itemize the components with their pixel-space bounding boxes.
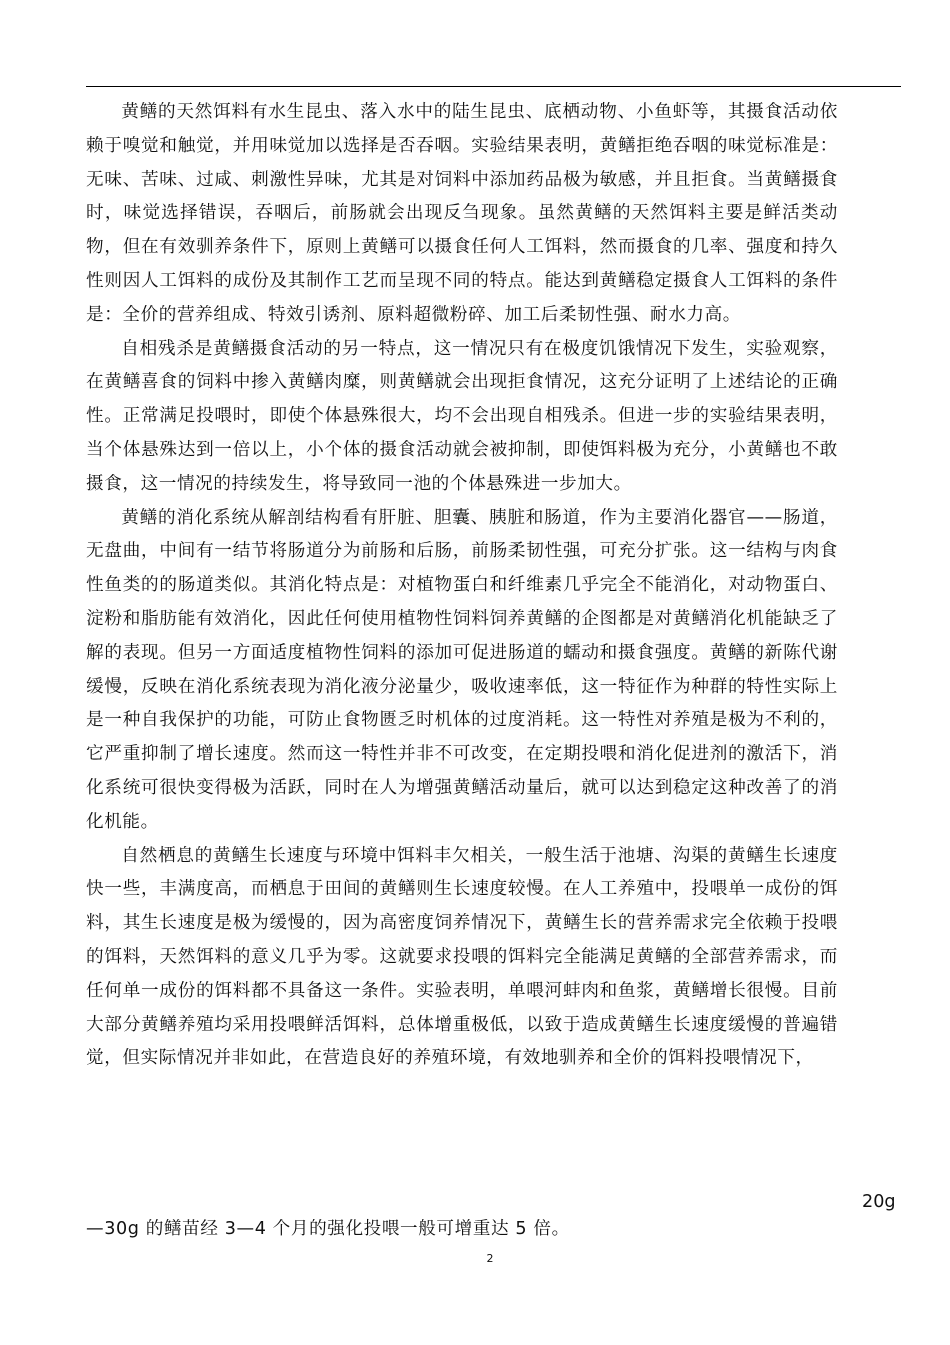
- header-rule: [86, 86, 901, 87]
- body-text: [86, 96, 838, 1076]
- paragraph-4: 自然栖息的黄鳝生长速度与环境中饵料丰欠相关，一般生活于池塘、沟渠的黄鳝生长速度快一些，丰满度高，而栖息于田间的黄鳝则生长速度较慢。在人工养殖中，投喂单一成份的饵料，其生长速度是极为缓慢的，因为高密度饲养情况下，黄鳝生长的营养需求完全依赖于投喂的饵料，天然饵料的意义几乎为零。这就要求投喂的饵料完全能满足黄鳝的全部营养需求，而任何单一成份的饵料都不具备这一条件。实验表明，单喂河蚌肉和鱼浆，黄鳝增长很慢。目前大部分黄鳝养殖均采用投喂鲜活饵料，总体增重极低，以致于造成黄鳝生长速度缓慢的普遍错觉，但实际情况并非如此，在营造良好的养殖环境，有效地驯养和全价的饵料投喂情况下，: [86, 845, 838, 1069]
- paragraph-2: 自相残杀是黄鳝摄食活动的另一特点，这一情况只有在极度饥饿情况下发生，实验观察，在黄鳝喜食的饲料中掺入黄鳝肉糜，则黄鳝就会出现拒食情况，这充分证明了上述结论的正确性。正常满足投喂时，即使个体悬殊很大，均不会出现自相残杀。但进一步的实验结果表明，当个体悬殊达到一倍以上，小个体的摄食活动就会被抑制，即使饵料极为充分，小黄鳝也不敢摄食，这一情况的持续发生，将导致同一池的个体悬殊进一步加大。: [86, 338, 838, 494]
- page-number: 2: [486, 1252, 494, 1265]
- paragraph-1: 黄鳝的天然饵料有水生昆虫、落入水中的陆生昆虫、底栖动物、小鱼虾等，其摄食活动依赖于嗅觉和触觉，并用味觉加以选择是否吞咽。实验结果表明，黄鳝拒绝吞咽的味觉标准是：无味、苦味、过咸、刺激性异味，尤其是对饲料中添加药品极为敏感，并且拒食。当黄鳝摄食时，味觉选择错误，吞咽后，前肠就会出现反刍现象。虽然黄鳝的天然饵料主要是鲜活类动物，但在有效驯养条件下，原则上黄鳝可以摄食任何人工饵料，然而摄食的几率、强度和持久性则因人工饵料的成份及其制作工艺而呈现不同的特点。能达到黄鳝稳定摄食人工饵料的条件是：全价的营养组成、特效引诱剂、原料超微粉碎、加工后柔韧性强、耐水力高。: [86, 102, 838, 325]
- paragraph-4-tail-value: 20g: [862, 1192, 896, 1212]
- paragraph-3: 黄鳝的消化系统从解剖结构看有肝脏、胆囊、胰脏和肠道，作为主要消化器官——肠道，无盘曲，中间有一结节将肠道分为前肠和后肠，前肠柔韧性强，可充分扩张。这一结构与肉食性鱼类的的肠道类似。其消化特点是：对植物蛋白和纤维素几乎完全不能消化，对动物蛋白、淀粉和脂肪能有效消化，因此任何使用植物性饲料饲养黄鳝的企图都是对黄鳝消化机能缺乏了解的表现。但另一方面适度植物性饲料的添加可促进肠道的蠕动和摄食强度。黄鳝的新陈代谢缓慢，反映在消化系统表现为消化液分泌量少，吸收速率低，这一特征作为种群的特性实际上是一种自我保护的功能，可防止食物匮乏时机体的过度消耗。这一特性对养殖是极为不利的，它严重抑制了增长速度。然而这一特性并非不可改变，在定期投喂和消化促进剂的激活下，消化系统可很快变得极为活跃，同时在人为增强黄鳝活动量后，就可以达到稳定这种改善了的消化机能。: [86, 507, 838, 832]
- paragraph-4-last-line: —30g 的鳝苗经 3—4 个月的强化投喂一般可增重达 5 倍。: [86, 1219, 570, 1239]
